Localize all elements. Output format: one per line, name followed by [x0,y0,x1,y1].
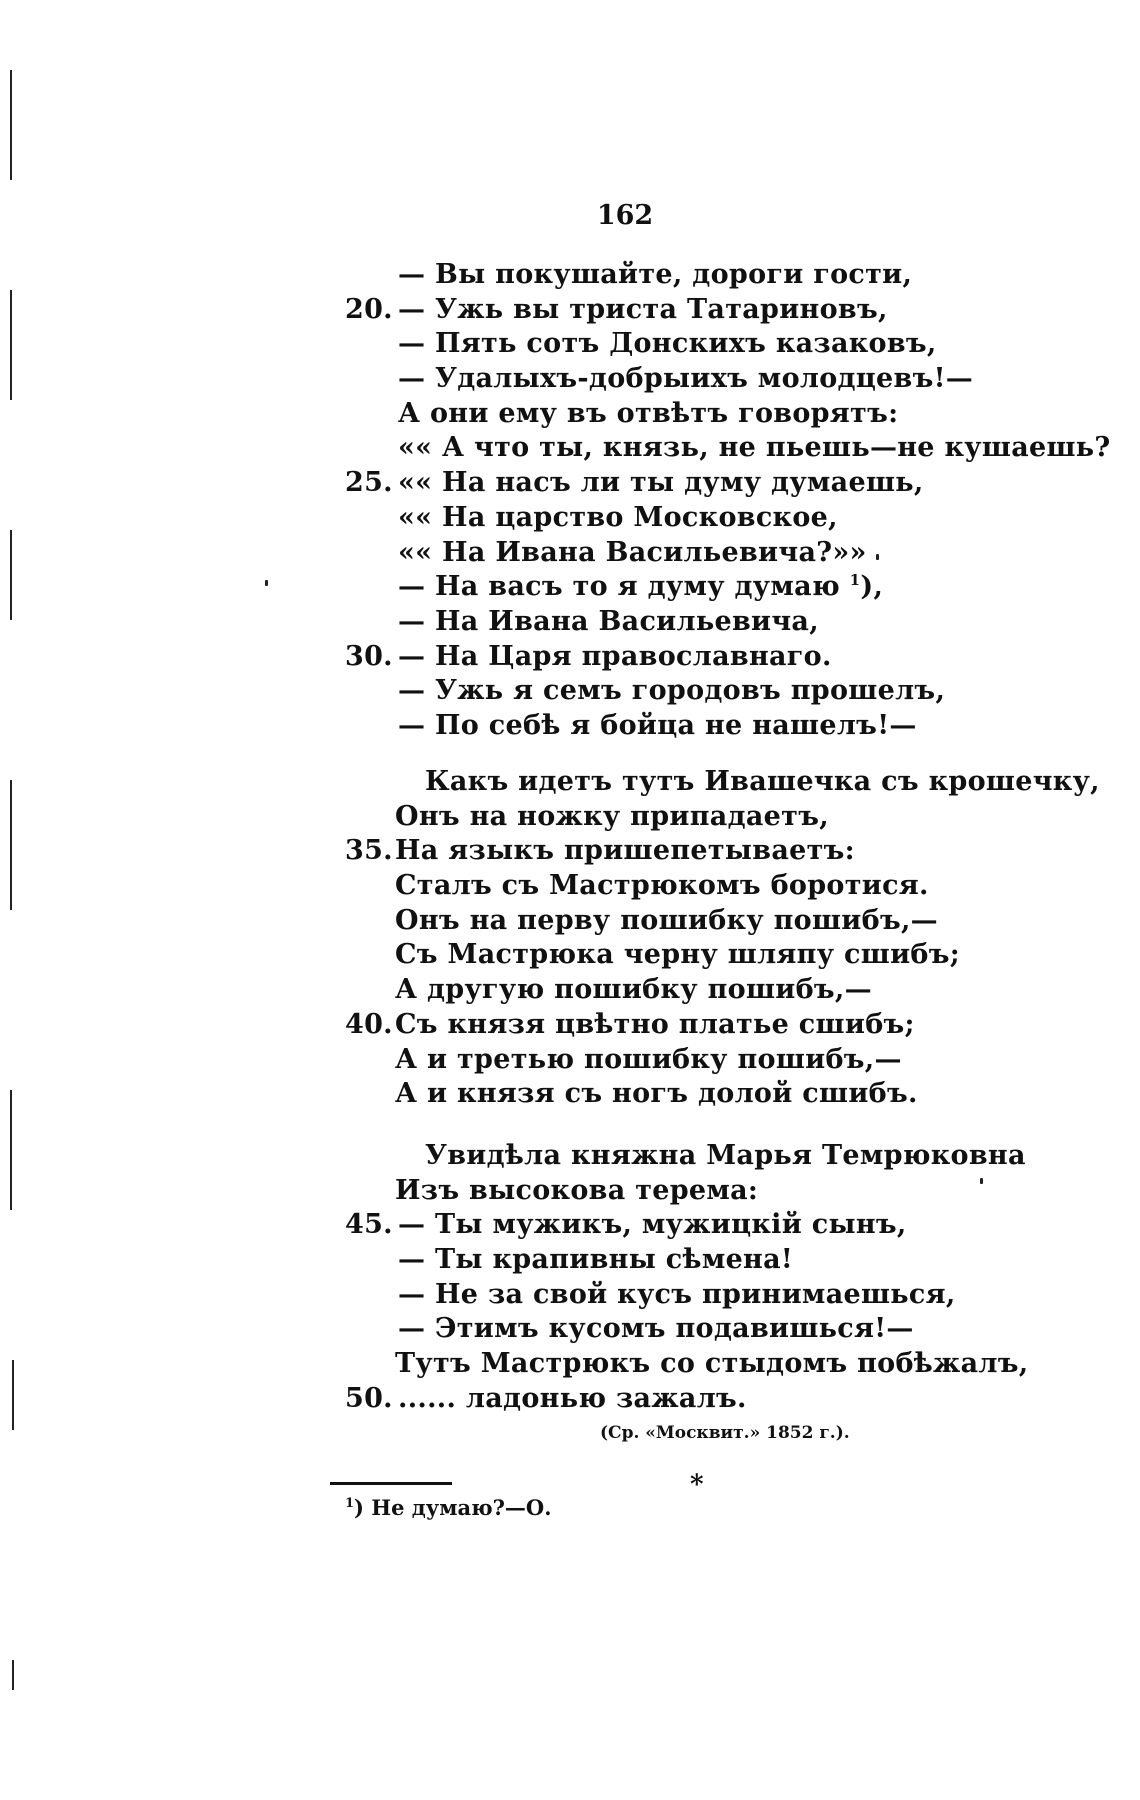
verse-text [398,570,883,605]
verse-line [0,466,1140,501]
verse-text [398,536,867,571]
verse-text [395,1347,1028,1382]
verse-text [398,362,973,397]
verse-line [0,570,1140,605]
verse-line [0,397,1140,432]
verse-text-body: «« А что ты, князь, не пьешь—не кушаешь? [398,432,1111,464]
verse-text [398,258,912,293]
verse-line [0,869,1140,904]
verse-text-body: ...... ладонью зажалъ. [398,1382,747,1414]
verse-text-body: — Этимъ кусомъ подавишься!— [398,1313,914,1345]
verse-line [0,1347,1140,1382]
verse-text [425,765,1100,800]
verse-text-body: Изъ высокова терема: [395,1174,759,1206]
verse-text [398,1278,956,1313]
verse-text-body: Онъ на перву пошибку пошибъ,— [395,904,938,936]
verse-text-body: А и третью пошибку пошибъ,— [395,1043,902,1075]
line-number: 30. [345,640,393,672]
verse-text-body: — Удалыхъ-добрыихъ молодцевъ!— [398,363,974,395]
verse-line [0,327,1140,362]
verse-line [0,674,1140,709]
line-number: 25. [345,467,393,499]
verse-text [398,466,924,501]
verse-text [398,1382,747,1417]
verse-line [0,938,1140,973]
verse-text [395,869,929,904]
verse-text [395,1008,915,1043]
verse-text [395,1043,902,1078]
verse-text-body: А они ему въ отвѣтъ говорятъ: [398,397,899,429]
verse-line [0,1174,1140,1209]
verse-text-body: Съ князя цвѣтно платье сшибъ; [395,1008,915,1040]
verse-text-body: — Вы покушайте, дороги гости, [398,259,913,290]
verse-text [395,938,960,973]
verse-line [0,431,1140,466]
verse-text-body: Съ Мастрюка черну шляпу сшибъ; [395,939,960,971]
stanza [0,1139,1140,1417]
verse-text-body: А и князя съ ногъ долой сшибъ. [395,1078,918,1110]
verse-line [0,1382,1140,1417]
footnote-rule [330,1482,452,1485]
verse-text [395,973,872,1008]
verse-line [0,258,1140,293]
verse-text-body: Какъ идетъ тутъ Ивашечка съ крошечку, [425,766,1100,797]
line-number: 20. [345,293,393,325]
verse-text-body: — Ты крапивны сѣмена! [398,1244,794,1276]
verse-line [0,536,1140,571]
verse-text-body: — Ты мужикъ, мужицкій сынъ, [398,1209,907,1241]
verse-line [0,800,1140,835]
scan-edge-line [10,70,12,180]
verse-text [398,674,945,709]
verse-text [395,800,829,835]
verse-line [0,293,1140,328]
line-number: 45. [345,1209,393,1241]
verse-text [398,1208,907,1243]
verse-text-body: Онъ на ножку припадаетъ, [395,800,829,832]
verse-line [0,1139,1140,1174]
verse-text [398,501,838,536]
verse-line [0,1077,1140,1112]
line-number: 50. [345,1382,393,1414]
verse-line [0,973,1140,1008]
verse-text-body: «« На Ивана Васильевича?»» [398,536,867,568]
verse-text [398,605,819,640]
verse-line [0,1043,1140,1078]
verse-line [0,1278,1140,1313]
verse-text-body: — Пять сотъ Донскихъ казаковъ, [398,328,937,360]
verse-text-body: — По себѣ я бойца не нашелъ!— [398,709,917,741]
verse-text [425,1139,1026,1174]
verse-line [0,640,1140,675]
verse-text [395,904,938,939]
verse-text-body: — Ужь я семъ городовъ прошелъ, [398,675,946,707]
verse-text [398,327,937,362]
verse-line [0,765,1140,800]
verse-line [0,709,1140,744]
verse-text-body: Увидѣла княжна Марья Темрюковна [425,1140,1026,1171]
verse-text [395,834,855,869]
page-number: 162 [596,200,654,231]
verse-text-body: «« На насъ ли ты думу думаешь, [398,467,924,499]
footnote-reference: 1 [849,571,861,590]
verse-text-body: — На васъ то я думу думаю [398,571,840,603]
verse-text-body: — На Царя православнаго. [398,640,832,672]
verse-text [398,293,888,328]
line-number: 40. [345,1008,393,1040]
verse-text [395,1077,918,1112]
verse-text [398,397,898,432]
verse-text-body: Тутъ Мастрюкъ со стыдомъ побѣжалъ, [395,1348,1029,1380]
verse-line [0,904,1140,939]
verse-text-body: — Ужь вы триста Татариновъ, [398,293,888,325]
source-citation: (Ср. «Москвит.» 1852 г.). [600,1423,850,1443]
verse-text [398,1243,793,1278]
verse-text [395,1174,758,1209]
footnote [345,1495,552,1520]
verse-line [0,834,1140,869]
verse-line [0,501,1140,536]
verse-line [0,1243,1140,1278]
verse-line [0,1008,1140,1043]
scan-edge-line [12,1660,14,1690]
verse-text-body: Сталъ съ Мастрюкомъ боротися. [395,870,929,902]
stanza [0,765,1140,1112]
footnote-text: ) Не думаю?—О. [354,1495,552,1520]
verse-text [398,1312,914,1347]
verse-line [0,1208,1140,1243]
verse-text-body: А другую пошибку пошибъ,— [395,974,872,1006]
verse-text-body: — Не за свой кусъ принимаешься, [398,1278,956,1310]
verse-text [398,431,1111,466]
asterisk-mark: * [690,1470,704,1500]
verse-line [0,605,1140,640]
verse-text-body: На языкъ пришепетываетъ: [395,835,855,867]
line-number: 35. [345,835,393,867]
verse-line [0,1312,1140,1347]
verse-text [398,640,832,675]
footnote-mark: 1 [345,1496,355,1511]
verse-text-body: «« На царство Московское, [398,501,838,533]
verse-text-body: — На Ивана Васильевича, [398,605,819,637]
verse-text-tail: ), [860,571,884,603]
verse-line [0,362,1140,397]
stanza [0,258,1140,744]
verse-text [398,709,917,744]
